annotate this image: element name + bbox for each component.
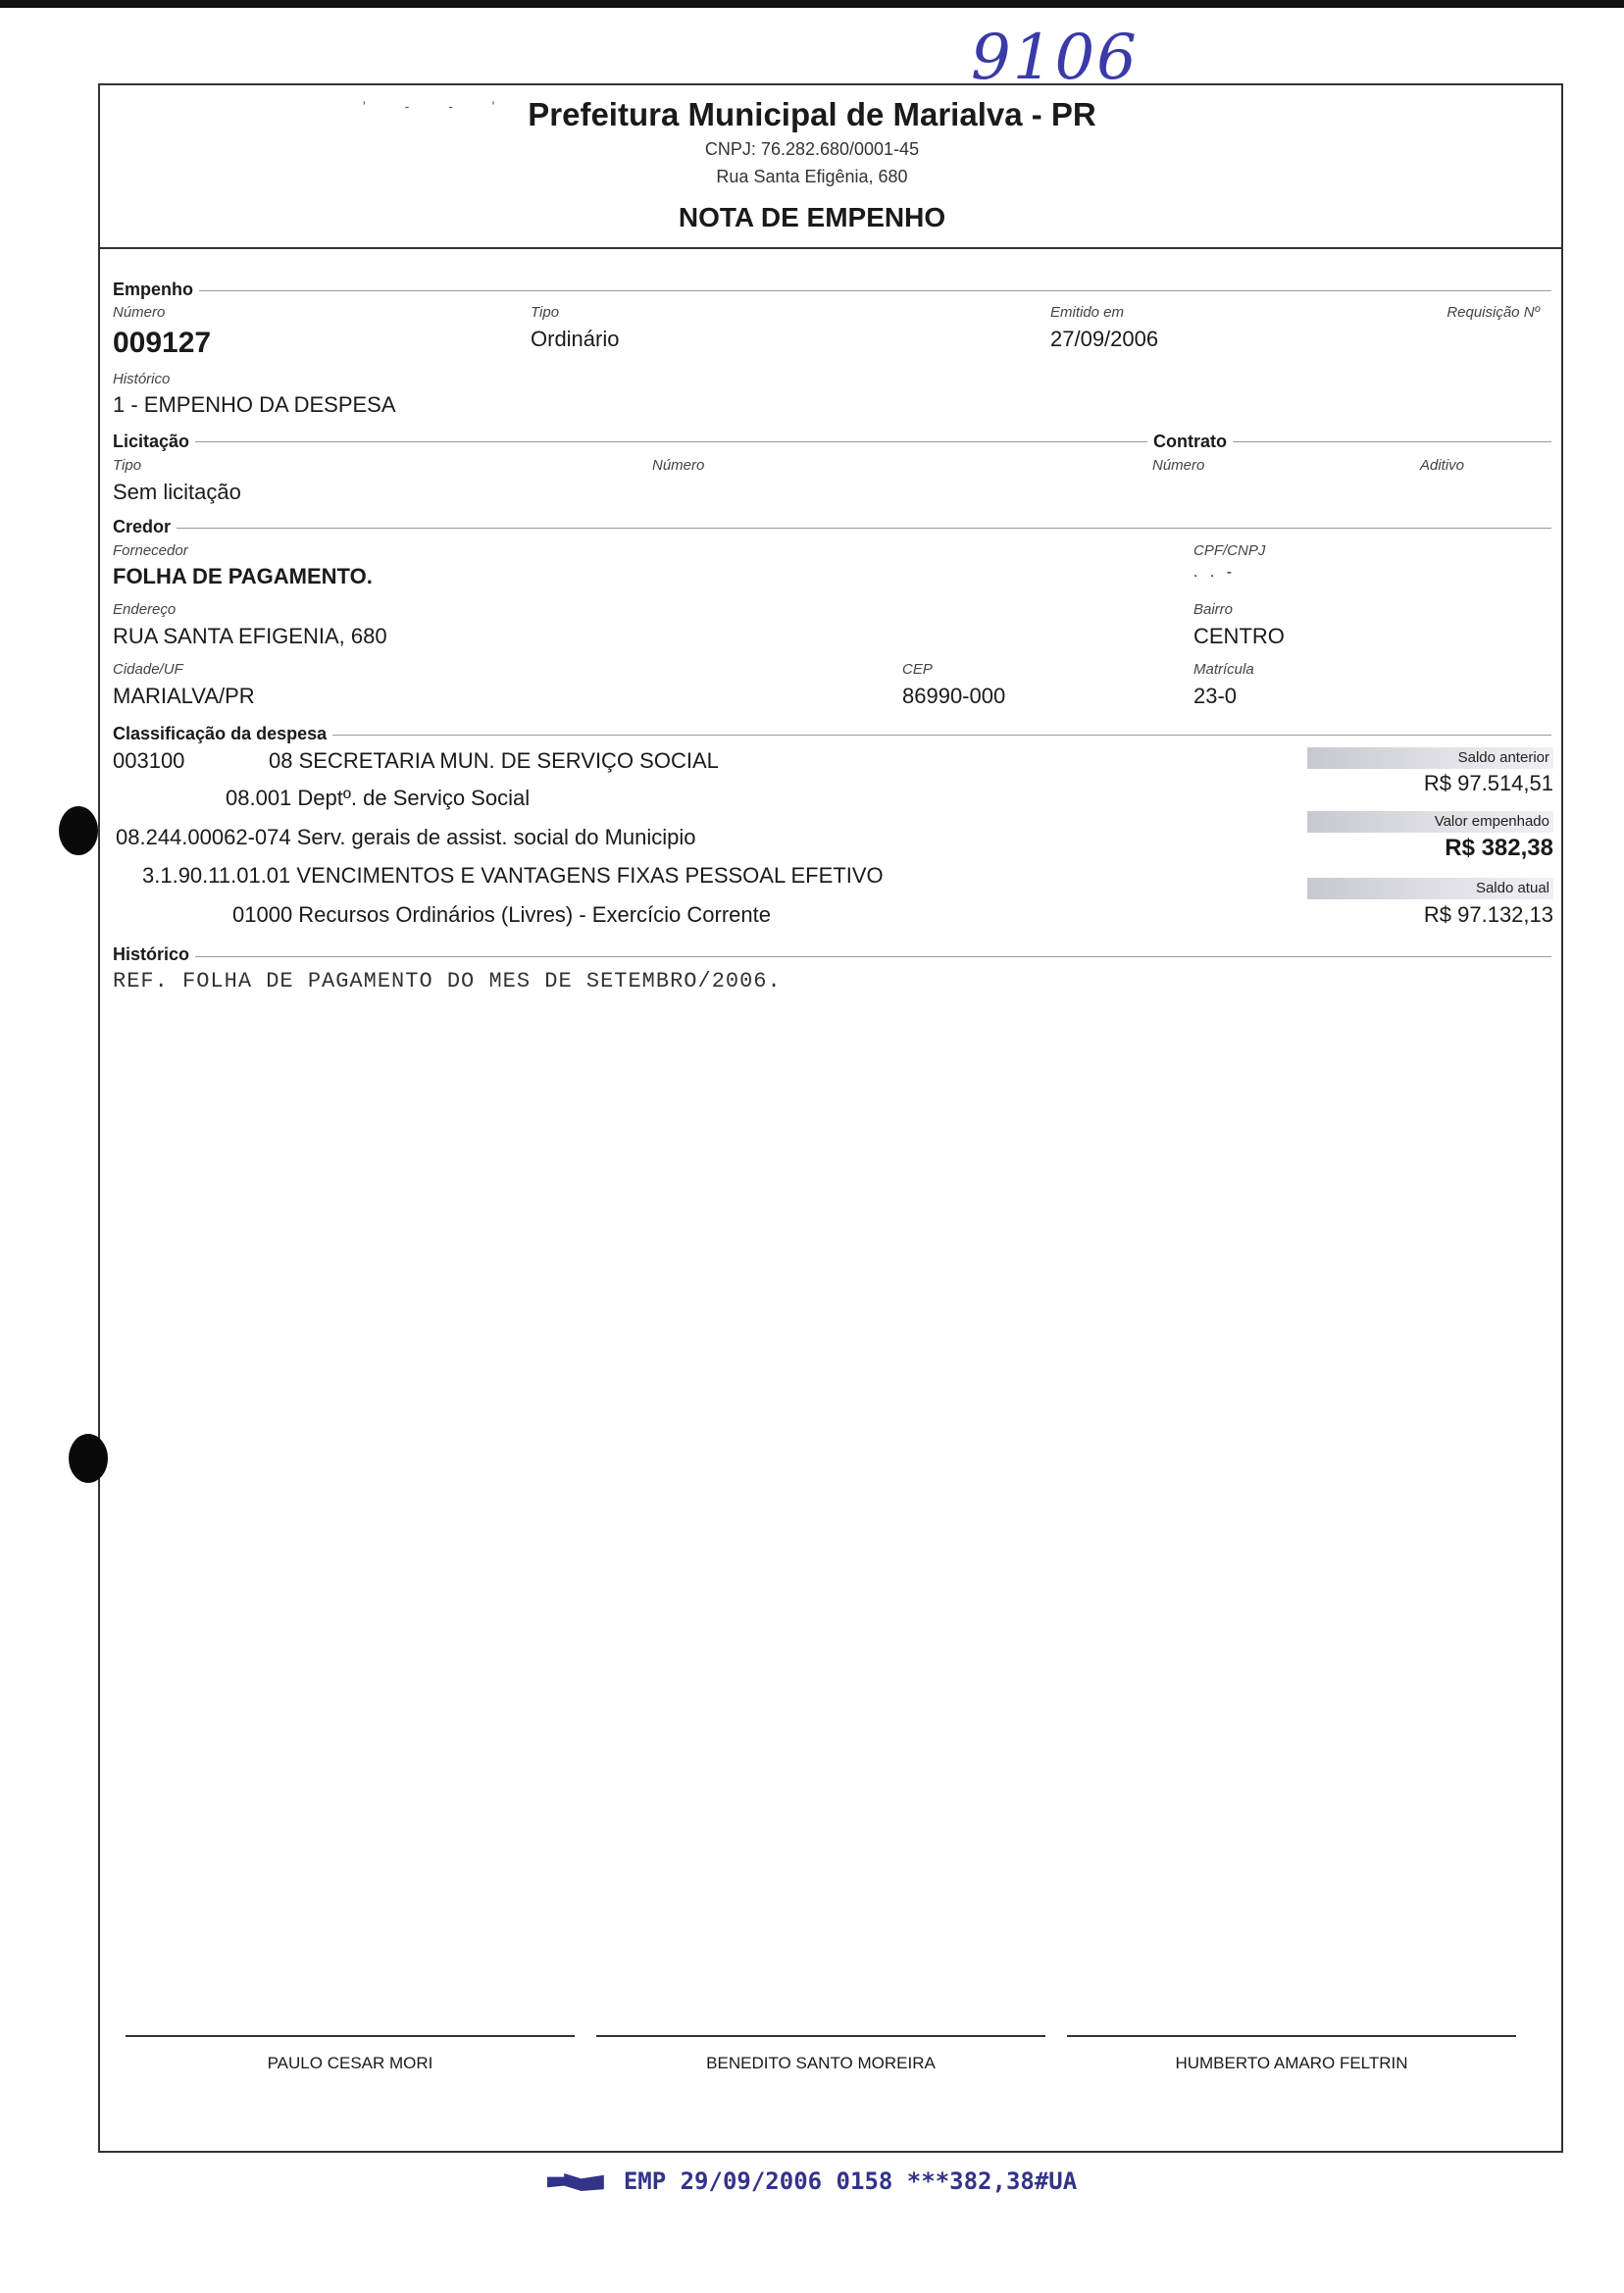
saldo-atual-value: R$ 97.132,13 bbox=[1423, 902, 1553, 927]
cpf-value: . . - bbox=[1193, 564, 1237, 581]
classificacao-unidade: 08.001 Deptº. de Serviço Social bbox=[226, 786, 531, 810]
empenho-historico-label: Histórico bbox=[113, 371, 171, 387]
classificacao-funcional: 08.244.00062-074 Serv. gerais de assist. social do Municipio bbox=[116, 825, 696, 849]
saldo-anterior-box bbox=[1307, 747, 1553, 769]
bairro-value: CENTRO bbox=[1193, 624, 1285, 648]
handwritten-page-number: 9106 bbox=[971, 22, 1139, 94]
section-classificacao: Classificação da despesa bbox=[113, 724, 332, 744]
classificacao-code: 003100 bbox=[113, 748, 185, 773]
licitacao-tipo: Sem licitação bbox=[113, 480, 241, 504]
matricula-value: 23-0 bbox=[1193, 684, 1238, 708]
requisicao-label: Requisição Nº bbox=[1446, 304, 1540, 321]
classificacao-recurso: 01000 Recursos Ordinários (Livres) - Exercício Corrente bbox=[232, 902, 771, 927]
empenho-emitido: 27/09/2006 bbox=[1050, 327, 1159, 351]
empenho-numero: 009127 bbox=[113, 327, 212, 359]
signature-line bbox=[1067, 2035, 1516, 2037]
cep-label: CEP bbox=[902, 661, 933, 678]
fornecedor-label: Fornecedor bbox=[113, 542, 188, 559]
municipality-cnpj: CNPJ: 76.282.680/0001-45 bbox=[704, 139, 920, 159]
punch-hole bbox=[69, 1434, 108, 1483]
valor-empenhado-label: Valor empenhado bbox=[1434, 813, 1549, 830]
cep-value: 86990-000 bbox=[902, 684, 1006, 708]
section-rule bbox=[113, 441, 1551, 442]
emitido-label: Emitido em bbox=[1050, 304, 1125, 321]
municipality-address: Rua Santa Efigênia, 680 bbox=[716, 167, 908, 186]
cidade-label: Cidade/UF bbox=[113, 661, 183, 678]
signature-name-2: BENEDITO SANTO MOREIRA bbox=[706, 2054, 936, 2072]
signature-name-1: PAULO CESAR MORI bbox=[267, 2054, 433, 2072]
contrato-aditivo-label: Aditivo bbox=[1420, 457, 1465, 474]
saldo-anterior-value: R$ 97.514,51 bbox=[1423, 771, 1553, 795]
contrato-numero-label: Número bbox=[1152, 457, 1205, 474]
saldo-atual-box bbox=[1307, 878, 1553, 899]
empenho-historico: 1 - EMPENHO DA DESPESA bbox=[113, 392, 396, 417]
section-rule bbox=[113, 528, 1551, 529]
classificacao-orgao: 08 SECRETARIA MUN. DE SERVIÇO SOCIAL bbox=[269, 748, 719, 773]
valor-empenhado-value: R$ 382,38 bbox=[1445, 835, 1553, 861]
historico-text: REF. FOLHA DE PAGAMENTO DO MES DE SETEMBRO/2006. bbox=[113, 969, 782, 994]
header-marks: ' - - ' bbox=[363, 98, 513, 114]
numero-label: Número bbox=[113, 304, 166, 321]
signature-name-3: HUMBERTO AMARO FELTRIN bbox=[1175, 2054, 1408, 2072]
endereco-label: Endereço bbox=[113, 601, 177, 618]
signature-line bbox=[126, 2035, 575, 2037]
authentication-stamp bbox=[0, 2167, 1624, 2195]
licitacao-tipo-label: Tipo bbox=[113, 457, 142, 474]
document-title: NOTA DE EMPENHO bbox=[678, 202, 946, 232]
valor-empenhado-box bbox=[1307, 811, 1553, 833]
section-rule bbox=[113, 290, 1551, 291]
tipo-label: Tipo bbox=[531, 304, 560, 321]
section-contrato: Contrato bbox=[1147, 432, 1233, 452]
section-historico: Histórico bbox=[113, 944, 195, 965]
matricula-label: Matrícula bbox=[1193, 661, 1254, 678]
cidade-value: MARIALVA/PR bbox=[113, 684, 255, 708]
stamp-text: EMP 29/09/2006 0158 ***382,38#UA bbox=[623, 2167, 1078, 2195]
bank-logo-icon bbox=[547, 2173, 604, 2191]
fornecedor-value: FOLHA DE PAGAMENTO. bbox=[113, 564, 373, 588]
punch-hole bbox=[59, 806, 98, 855]
section-rule bbox=[113, 956, 1551, 957]
licitacao-numero-label: Número bbox=[652, 457, 705, 474]
signature-line bbox=[596, 2035, 1045, 2037]
cpf-label: CPF/CNPJ bbox=[1193, 542, 1266, 559]
saldo-anterior-label: Saldo anterior bbox=[1457, 749, 1549, 766]
classificacao-elemento: 3.1.90.11.01.01 VENCIMENTOS E VANTAGENS FIXAS PESSOAL EFETIVO bbox=[142, 863, 884, 888]
header-divider bbox=[98, 247, 1563, 249]
saldo-atual-label: Saldo atual bbox=[1475, 880, 1549, 896]
section-empenho: Empenho bbox=[113, 280, 199, 300]
section-credor: Credor bbox=[113, 517, 177, 537]
scan-border bbox=[0, 0, 1624, 8]
section-licitacao: Licitação bbox=[113, 432, 195, 452]
empenho-tipo: Ordinário bbox=[531, 327, 620, 351]
bairro-label: Bairro bbox=[1193, 601, 1234, 618]
municipality-name: Prefeitura Municipal de Marialva - PR bbox=[528, 96, 1096, 132]
endereco-value: RUA SANTA EFIGENIA, 680 bbox=[113, 624, 387, 648]
